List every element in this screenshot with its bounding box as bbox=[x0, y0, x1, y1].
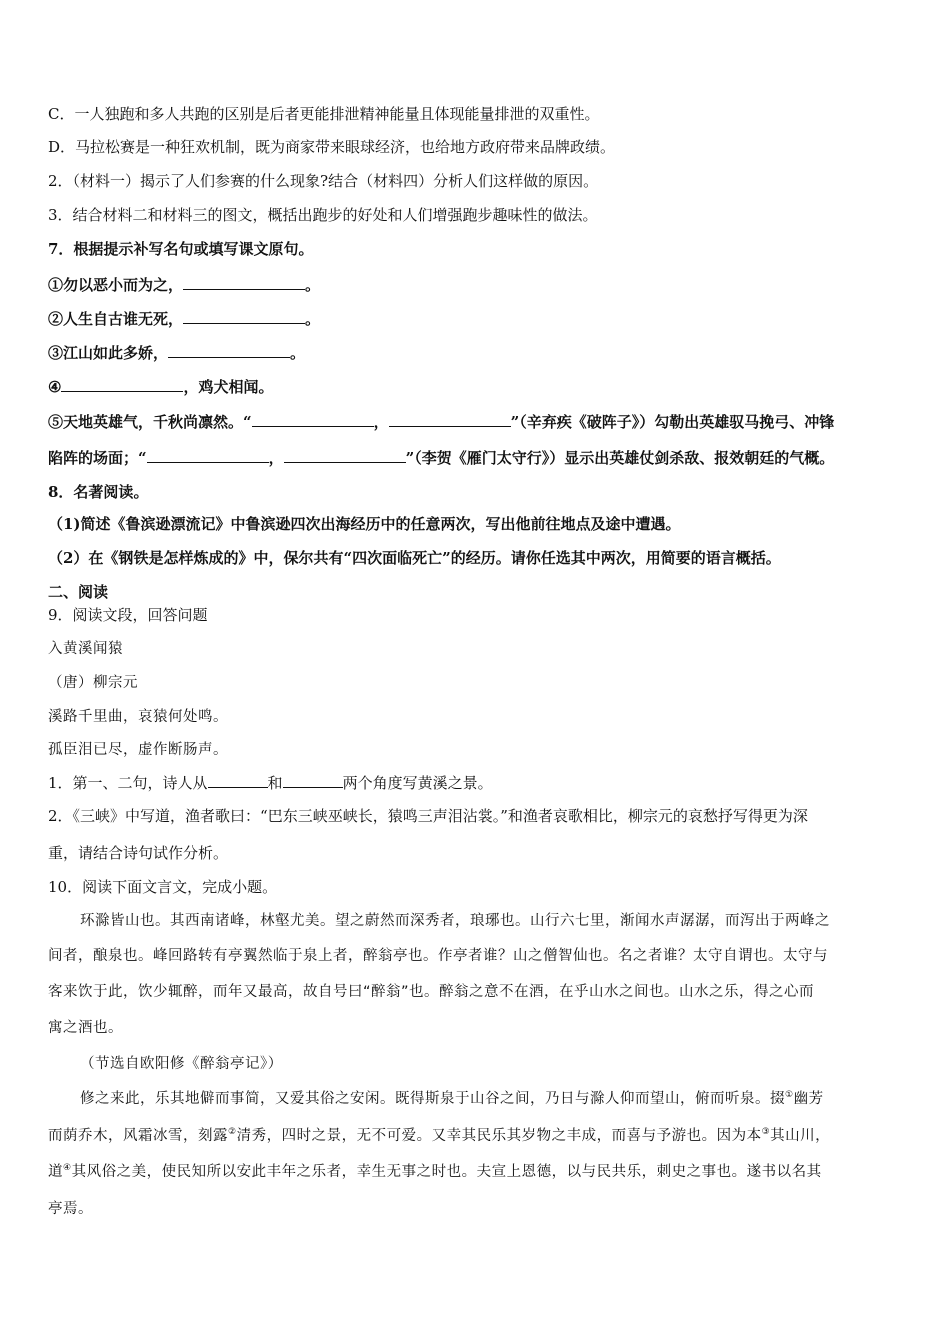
answer-blank[interactable] bbox=[389, 411, 511, 427]
q7-item-4: ④ ，鸡犬相闻。 bbox=[48, 378, 274, 396]
answer-blank[interactable] bbox=[208, 772, 268, 788]
section-heading: 二、阅读 bbox=[48, 583, 109, 601]
q7-item-5-line1: ⑤天地英雄气，千秋尚凛然。“ ， ”（辛弃疾《破阵子》）勾勒出英雄驭马挽弓、冲锋 bbox=[48, 413, 835, 431]
question-10-heading: 10．阅读下面文言文，完成小题。 bbox=[48, 878, 278, 896]
answer-blank[interactable] bbox=[183, 274, 305, 290]
answer-blank[interactable] bbox=[168, 342, 290, 358]
passage-1-line1: 环滁皆山也。其西南诸峰，林壑尤美。望之蔚然而深秀者，琅琊也。山行六七里，渐闻水声潺潺，而泻出于两峰之 bbox=[80, 913, 830, 929]
answer-blank[interactable] bbox=[252, 411, 374, 427]
answer-blank[interactable] bbox=[283, 772, 343, 788]
subquestion-3: 3．结合材料二和材料三的图文，概括出跑步的好处和人们增强跑步趣味性的做法。 bbox=[48, 206, 598, 224]
q8-item-2: （2）在《钢铁是怎样炼成的》中，保尔共有“四次面临死亡”的经历。请你任选其中两次，用简要的语言概括。 bbox=[48, 549, 781, 567]
q9-sub2-line2: 重，请结合诗句试作分析。 bbox=[48, 844, 229, 862]
q7-item-3: ③江山如此多娇， 。 bbox=[48, 344, 306, 362]
passage-1-source: （节选自欧阳修《醉翁亭记》） bbox=[80, 1056, 283, 1072]
answer-blank[interactable] bbox=[147, 447, 269, 463]
question-9-heading: 9．阅读文段，回答问题 bbox=[48, 606, 208, 624]
answer-blank[interactable] bbox=[183, 308, 305, 324]
poem-line-2: 孤臣泪已尽，虚作断肠声。 bbox=[48, 742, 228, 758]
q9-sub1: 1．第一、二句，诗人从 和 两个角度写黄溪之景。 bbox=[48, 774, 493, 792]
subquestion-2: 2．（材料一）揭示了人们参赛的什么现象?结合（材料四）分析人们这样做的原因。 bbox=[48, 172, 599, 190]
passage-1-line4: 寓之酒也。 bbox=[48, 1020, 123, 1036]
q8-item-1: （1)简述《鲁滨逊漂流记》中鲁滨逊四次出海经历中的任意两次，写出他前往地点及途中遭遇。 bbox=[48, 515, 681, 533]
poem-author: （唐）柳宗元 bbox=[48, 675, 138, 691]
q9-sub2-line1: 2．《三峡》中写道，渔者歌曰：“巴东三峡巫峡长，猿鸣三声泪沾裳。”和渔者哀歌相比，柳宗元的哀愁抒写得更为深 bbox=[48, 807, 808, 825]
question-7-heading: 7．根据提示补写名句或填写课文原句。 bbox=[48, 240, 314, 258]
q7-item-1: ①勿以恶小而为之， 。 bbox=[48, 276, 321, 294]
answer-blank[interactable] bbox=[284, 447, 406, 463]
passage-1-line2: 间者，酿泉也。峰回路转有亭翼然临于泉上者，醉翁亭也。作亭者谁？山之僧智仙也。名之者谁？太守自谓也。太守与 bbox=[48, 948, 828, 964]
q7-item-2: ②人生自古谁无死， 。 bbox=[48, 310, 321, 328]
passage-2-line2: 而荫乔木，风霜冰雪，刻露②清秀，四时之景，无不可爱。又幸其民乐其岁物之丰成，而喜与予游也。因为本③其山川， bbox=[48, 1127, 831, 1144]
poem-line-1: 溪路千里曲，哀猿何处鸣。 bbox=[48, 709, 228, 725]
passage-1-line3: 客来饮于此，饮少辄醉，而年又最高，故自号曰“醉翁”也。醉翁之意不在酒，在乎山水之间也。山水之乐，得之心而 bbox=[48, 984, 815, 1000]
question-8-heading: 8．名著阅读。 bbox=[48, 483, 149, 501]
passage-2-line4: 亭焉。 bbox=[48, 1201, 93, 1217]
poem-title: 入黄溪闻猿 bbox=[48, 641, 123, 657]
option-c: C．一人独跑和多人共跑的区别是后者更能排泄精神能量且体现能量排泄的双重性。 bbox=[48, 105, 600, 123]
q7-item-5-line2: 陷阵的场面；“ ， ”（李贺《雁门太守行》）显示出英雄仗剑杀敌、报效朝廷的气概。 bbox=[48, 449, 835, 467]
answer-blank[interactable] bbox=[61, 376, 183, 392]
option-d: D．马拉松赛是一种狂欢机制，既为商家带来眼球经济，也给地方政府带来品牌政绩。 bbox=[48, 138, 616, 156]
passage-2-line3: 道④其风俗之美，使民知所以安此丰年之乐者，幸生无事之时也。夫宣上恩德，以与民共乐，刺史之事也。遂书以名其 bbox=[48, 1163, 822, 1180]
passage-2-line1: 修之来此，乐其地僻而事简，又爱其俗之安闲。既得斯泉于山谷之间，乃日与滁人仰而望山，俯而听泉。掇①幽芳 bbox=[80, 1090, 824, 1107]
